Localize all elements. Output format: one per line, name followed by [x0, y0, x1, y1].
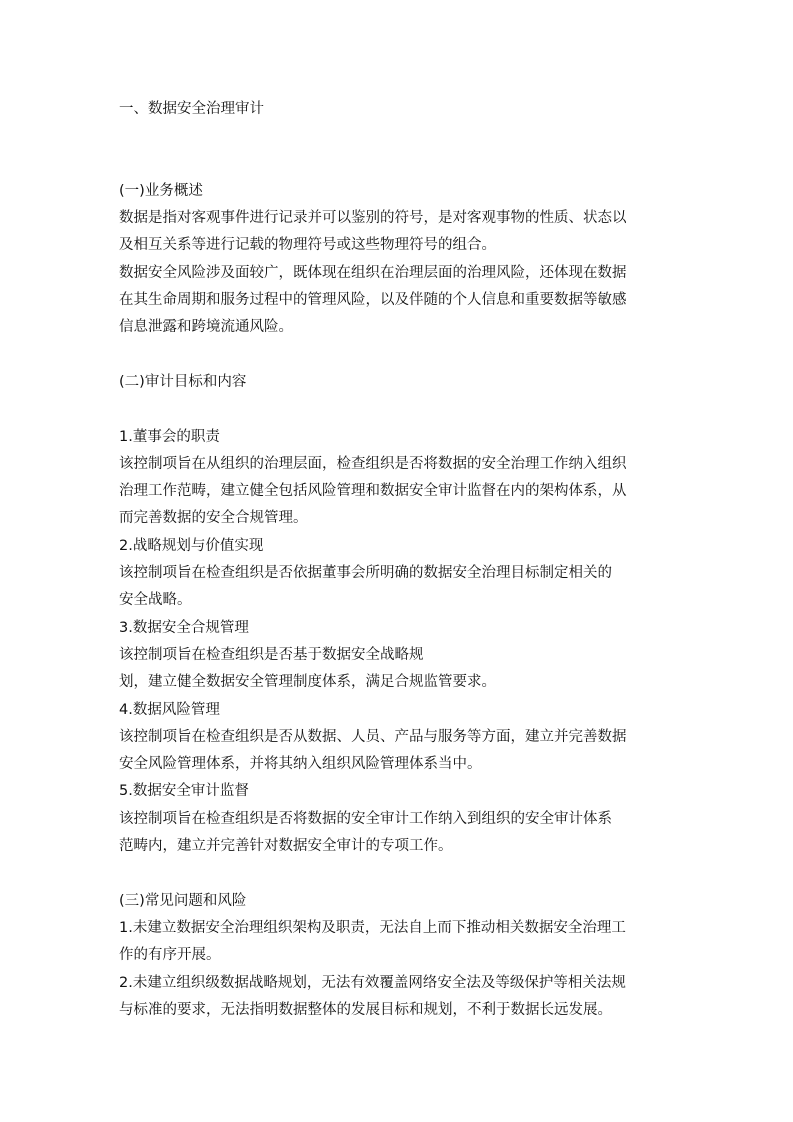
paragraph-line: 该控制项旨在检查组织是否基于数据安全战略规	[119, 646, 424, 663]
paragraph-line: 安全战略。	[119, 592, 192, 609]
item-title: 1.董事会的职责	[119, 428, 220, 445]
paragraph-line: 治理工作范畴，建立健全包括风险管理和数据安全审计监督在内的架构体系，从	[119, 483, 627, 500]
paragraph-line: 数据是指对客观事件进行记录并可以鉴别的符号，是对客观事物的性质、状态以	[119, 210, 627, 227]
paragraph-line: 该控制项旨在从组织的治理层面，检查组织是否将数据的安全治理工作纳入组织	[119, 455, 627, 472]
paragraph-line: 该控制项旨在检查组织是否依据董事会所明确的数据安全治理目标制定相关的	[119, 565, 612, 582]
item-title: 3.数据安全合规管理	[119, 619, 249, 636]
section-heading-risks: (三)常见问题和风险	[119, 892, 247, 909]
item-title: 5.数据安全审计监督	[119, 783, 249, 800]
paragraph-line: 数据安全风险涉及面较广，既体现在组织在治理层面的治理风险，还体现在数据	[119, 264, 627, 281]
document-body	[119, 96, 679, 1024]
item-title: 4.数据风险管理	[119, 701, 220, 718]
paragraph-line: 而完善数据的安全合规管理。	[119, 510, 308, 527]
paragraph-line: 该控制项旨在检查组织是否从数据、人员、产品与服务等方面，建立并完善数据	[119, 728, 627, 745]
spacer	[119, 860, 679, 887]
paragraph-line: 作的有序开展。	[119, 947, 221, 964]
paragraph-line: 该控制项旨在检查组织是否将数据的安全审计工作纳入到组织的安全审计体系	[119, 810, 612, 827]
paragraph-line: 2.未建立组织级数据战略规划，无法有效覆盖网络安全法及等级保护等相关法规	[119, 974, 626, 991]
spacer	[119, 123, 679, 150]
paragraph-line: 1.未建立数据安全治理组织架构及职责，无法自上而下推动相关数据安全治理工	[119, 919, 626, 936]
paragraph-line: 在其生命周期和服务过程中的管理风险，以及伴随的个人信息和重要数据等敏感	[119, 292, 627, 309]
paragraph-line: 安全风险管理体系，并将其纳入组织风险管理体系当中。	[119, 756, 482, 773]
section-heading-overview: (一)业务概述	[119, 182, 203, 199]
spacer	[119, 151, 679, 178]
spacer	[119, 342, 679, 369]
spacer	[119, 396, 679, 423]
section-heading-objectives: (二)审计目标和内容	[119, 373, 247, 390]
document-title: 一、数据安全治理审计	[119, 101, 264, 117]
paragraph-line: 信息泄露和跨境流通风险。	[119, 319, 293, 336]
paragraph-line: 与标准的要求，无法指明数据整体的发展目标和规划，不利于数据长远发展。	[119, 1001, 612, 1018]
paragraph-line: 范畴内，建立并完善针对数据安全审计的专项工作。	[119, 838, 453, 855]
item-title: 2.战略规划与价值实现	[119, 537, 264, 554]
paragraph-line: 划，建立健全数据安全管理制度体系，满足合规监管要求。	[119, 674, 496, 691]
paragraph-line: 及相互关系等进行记载的物理符号或这些物理符号的组合。	[119, 237, 496, 254]
